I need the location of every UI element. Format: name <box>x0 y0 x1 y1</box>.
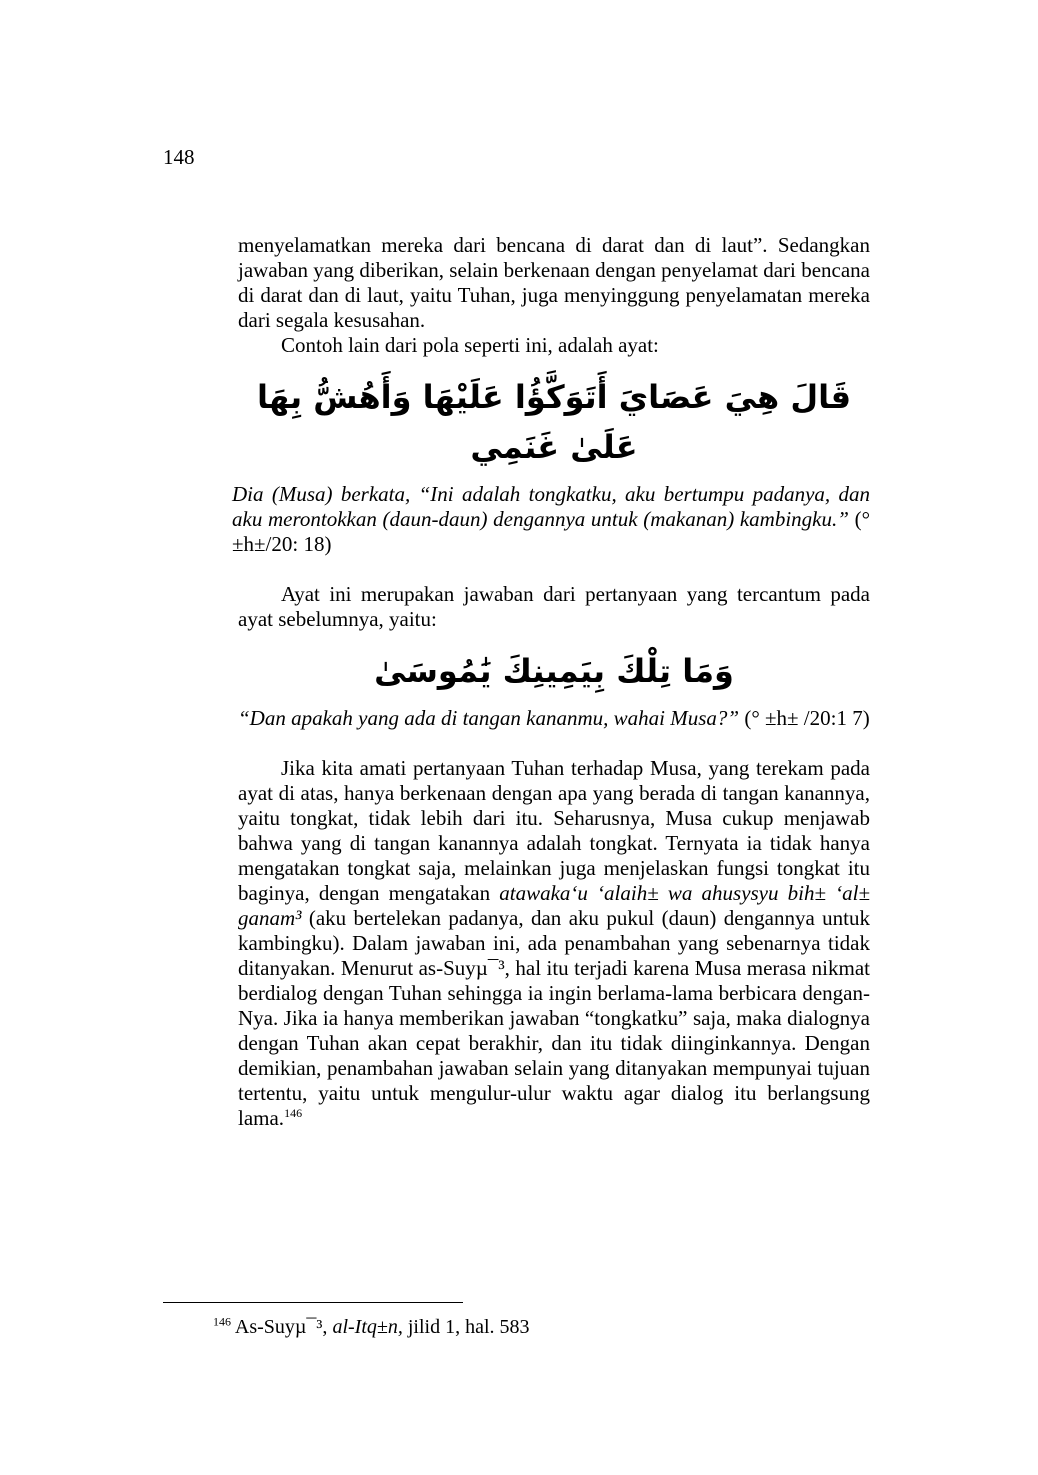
paragraph-4-part-b: (aku bertelekan padanya, dan aku pukul (daun) dengannya untuk kambingku). Dalam jawaban ini, ada penambahan yang sebenarnya tidak ditanyakan. Menurut as-Suyµ¯³, hal itu terjadi karena Musa merasa nikmat berdialog dengan Tuhan sehingga ia ingin berlama-lama berbicara dengan-Nya. Jika ia hanya memberikan jawaban “tongkatku” saja, maka dialognya dengan Tuhan akan cepat berakhir, dan itu tidak diinginkannya. Dengan demikian, penambahan jawaban selain yang ditanyakan mempunyai tujuan tertentu, yaitu untuk mengulur-ulur waktu agar dialog itu berlangsung lama. <box>238 906 870 1130</box>
footnote <box>213 1316 530 1339</box>
page-number: 148 <box>163 145 195 169</box>
verse-1-translation <box>232 482 870 557</box>
paragraph-4-part-a: Jika kita amati pertanyaan Tuhan terhadap Musa, yang terekam pada ayat di atas, hanya berkenaan dengan apa yang berada di tangan kanannya, yaitu tongkat, tidak lebih dari itu. Seharusnya, Musa cukup menjawab bahwa yang di tangan kanannya adalah tongkat. Ternyata ia tidak hanya mengatakan tongkat saja, melainkan juga menjelaskan fungsi tongkat itu baginya, dengan mengatakan <box>238 756 870 905</box>
main-content <box>232 233 870 1131</box>
verse-2-translation-text: “Dan apakah yang ada di tangan kananmu, wahai Musa?” <box>238 706 740 730</box>
verse-1-reference: (° ±h±/20: 18) <box>232 507 870 556</box>
verse-2-translation <box>238 706 870 731</box>
footnote-author: As-Suyµ¯³, <box>231 1316 333 1338</box>
footnote-title: al-Itq±n, <box>332 1316 403 1338</box>
paragraph-4-arabic-transliteration: atawaka‘u ‘alaih± wa ahusysyu bih± ‘al± ganam³ <box>238 881 870 930</box>
verse-1-translation-text: Dia (Musa) berkata, “Ini adalah tongkatku, aku bertumpu padanya, dan aku merontokkan (daun-daun) dengannya untuk (makanan) kambingku.” <box>232 482 870 531</box>
quran-verse-2: وَمَا تِلْكَ بِيَمِينِكَ يَٰمُوسَىٰ <box>374 652 734 690</box>
quran-verse-1: قَالَ هِيَ عَصَايَ أَتَوَكَّؤُا عَلَيْهَا وَأَهُشُّ بِهَا عَلَىٰ غَنَمِي <box>256 378 852 466</box>
footnote-details: jilid 1, hal. 583 <box>402 1316 530 1338</box>
paragraph-2: Contoh lain dari pola seperti ini, adalah ayat: <box>281 333 659 357</box>
footnote-number: 146 <box>213 1314 231 1329</box>
paragraph-4 <box>238 756 870 1131</box>
footnote-divider <box>163 1302 463 1303</box>
footnote-reference: 146 <box>284 1106 303 1120</box>
verse-2-reference: (° ±h± /20:1 7) <box>739 706 870 730</box>
paragraph-1: menyelamatkan mereka dari bencana di darat dan di laut”. Sedangkan jawaban yang diberikan, selain berkenaan dengan penyelamat dari bencana di darat dan di laut, yaitu Tuhan, juga menyinggung penyelamatan mereka dari segala kesusahan. <box>238 233 870 332</box>
paragraph-3: Ayat ini merupakan jawaban dari pertanyaan yang tercantum pada ayat sebelumnya, yaitu: <box>238 582 870 631</box>
